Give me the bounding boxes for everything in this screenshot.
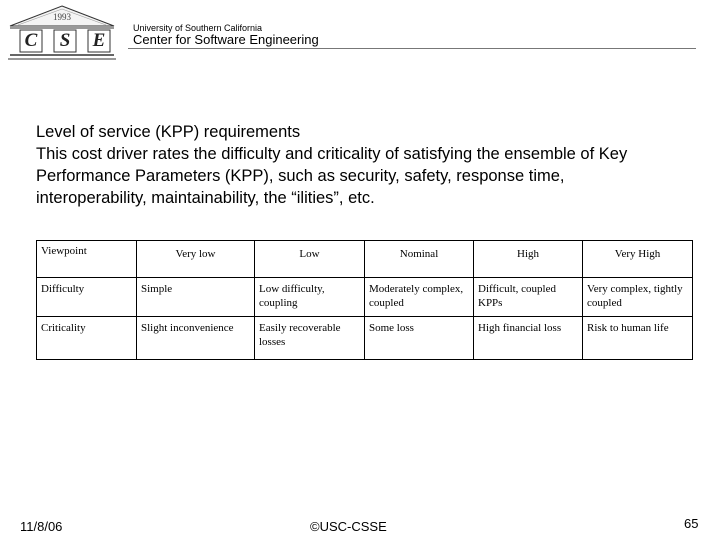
table-cell: High financial loss <box>474 317 583 360</box>
footer-date: 11/8/06 <box>20 519 63 534</box>
header-cell-nominal: Nominal <box>365 241 474 278</box>
university-name: University of Southern California <box>133 23 263 33</box>
table-cell: Some loss <box>365 317 474 360</box>
logo-year: 1993 <box>53 12 71 22</box>
table-row <box>37 278 693 317</box>
description-line: interoperability, maintainability, the “ilities”, etc. <box>36 189 375 207</box>
table-cell: Moderately complex, coupled <box>365 278 474 317</box>
kpp-rating-table <box>36 240 693 360</box>
logo-letter-c: C <box>24 30 38 51</box>
cse-logo <box>6 4 118 64</box>
table-row <box>37 317 693 360</box>
table-cell: Very complex, tightly coupled <box>583 278 693 317</box>
table-cell: Slight inconvenience <box>137 317 255 360</box>
table-cell: Risk to human life <box>583 317 693 360</box>
header-cell-high: High <box>474 241 583 278</box>
table-cell: Difficult, coupled KPPs <box>474 278 583 317</box>
footer-copyright: ©USC-CSSE <box>310 519 387 534</box>
logo-letter-s: S <box>59 30 71 51</box>
logo-letter-e: E <box>92 30 106 51</box>
center-name: Center for Software Engineering <box>133 32 319 47</box>
table-cell: Easily recoverable losses <box>255 317 365 360</box>
description-line: This cost driver rates the difficulty and criticality of satisfying the ensemble of Key <box>36 145 628 163</box>
table-header-row <box>37 241 693 278</box>
header-cell-very-low: Very low <box>137 241 255 278</box>
slide-title: Level of service (KPP) requirements <box>36 123 301 141</box>
header-cell-viewpoint: Viewpoint <box>37 241 137 278</box>
logo-letters <box>16 30 112 52</box>
header-cell-very-high: Very High <box>583 241 693 278</box>
table-cell: Criticality <box>37 317 137 360</box>
page-number: 65 <box>684 516 699 531</box>
header-cell-low: Low <box>255 241 365 278</box>
table-cell: Low difficulty, coupling <box>255 278 365 317</box>
table-cell: Simple <box>137 278 255 317</box>
header-divider <box>128 48 696 49</box>
description-line: Performance Parameters (KPP), such as security, safety, response time, <box>36 167 565 185</box>
table-cell: Difficulty <box>37 278 137 317</box>
slide-description <box>36 143 706 209</box>
